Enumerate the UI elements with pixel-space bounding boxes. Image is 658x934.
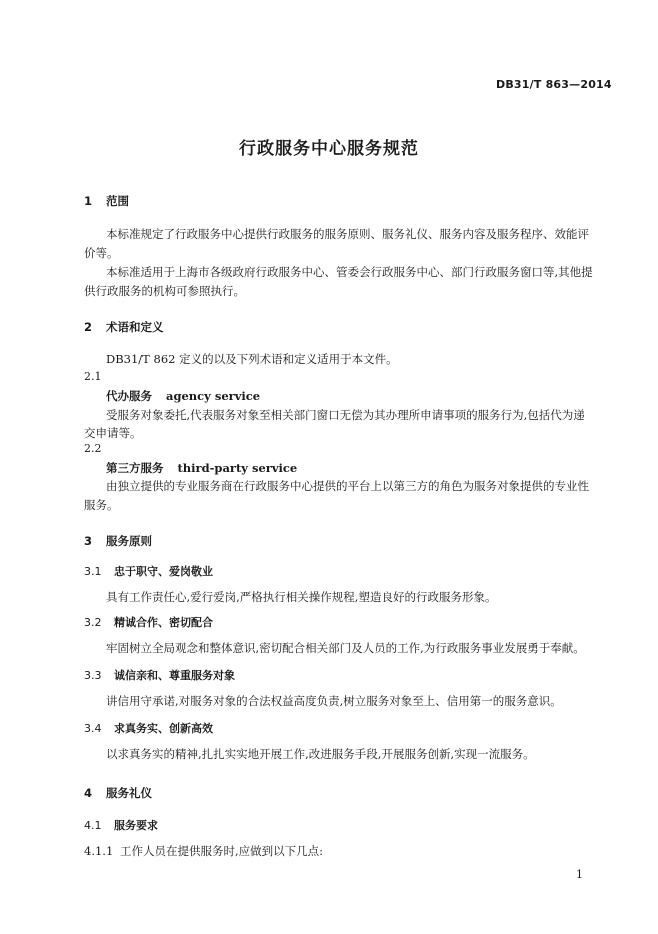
section-title: 服务原则 (106, 534, 152, 548)
paragraph-line: 本标准规定了行政服务中心提供行政服务的服务原则、服务礼仪、服务内容及服务程序、效能评 (106, 227, 589, 241)
subsection-title: 诚信亲和、尊重服务对象 (114, 669, 235, 682)
paragraph-line: DB31/T 862 定义的以及下列术语和定义适用于本文件。 (106, 352, 398, 366)
subsection-title: 精诚合作、密切配合 (114, 616, 213, 629)
term-zh: 第三方服务 (106, 461, 164, 475)
section-number: 4 (84, 786, 93, 800)
section-title: 术语和定义 (106, 320, 164, 334)
paragraph-line: 由独立提供的专业服务商在行政服务中心提供的平台上以第三方的角色为服务对象提供的专业性 (106, 479, 589, 493)
section-number: 2 (84, 320, 93, 334)
clause-number: 4.1.1 (84, 844, 114, 858)
section-1-heading (84, 193, 129, 209)
section-2-heading (84, 319, 164, 335)
paragraph-line: 具有工作责任心,爱行爱岗,严格执行相关操作规程,塑造良好的行政服务形象。 (106, 590, 497, 604)
section-number: 1 (84, 194, 93, 208)
paragraph-line: 本标准适用于上海市各级政府行政服务中心、管委会行政服务中心、部门行政服务窗口等,其他提 (106, 265, 593, 279)
subsection-3-3-heading (84, 667, 235, 683)
page-number: 1 (576, 868, 583, 881)
paragraph-line: 价等。 (84, 246, 119, 260)
paragraph-line: 牢固树立全局观念和整体意识,密切配合相关部门及人员的工作,为行政服务事业发展勇于奉献。 (106, 641, 585, 655)
subsection-title: 服务要求 (114, 819, 158, 832)
subsection-number: 4.1 (84, 819, 102, 832)
term-heading (106, 388, 260, 404)
standard-number: DB31/T 863—2014 (496, 78, 612, 91)
term-number: 2.1 (84, 370, 102, 383)
clause-text: 工作人员在提供服务时,应做到以下几点: (120, 844, 324, 858)
paragraph-line: 讲信用守承诺,对服务对象的合法权益高度负责,树立服务对象至上、信用第一的服务意识。 (106, 694, 562, 708)
document-title: 行政服务中心服务规范 (239, 139, 419, 159)
section-4-heading (84, 785, 152, 801)
subsection-title: 求真务实、创新高效 (114, 722, 213, 735)
subsection-number: 3.2 (84, 616, 102, 629)
term-en: agency service (166, 389, 261, 403)
term-zh: 代办服务 (106, 389, 152, 403)
subsection-title: 忠于职守、爱岗敬业 (114, 565, 213, 578)
section-title: 范围 (106, 194, 129, 208)
paragraph-line: 以求真务实的精神,扎扎实实地开展工作,改进服务手段,开展服务创新,实现一流服务。 (106, 747, 535, 761)
clause-4-1-1 (84, 842, 323, 861)
paragraph-line: 服务。 (84, 498, 119, 512)
term-en: third-party service (177, 461, 298, 475)
subsection-number: 3.4 (84, 722, 102, 735)
paragraph-line: 受服务对象委托,代表服务对象至相关部门窗口无偿为其办理所申请事项的服务行为,包括代为递 (106, 408, 585, 422)
paragraph-line: 交申请等。 (84, 426, 142, 440)
subsection-number: 3.3 (84, 669, 102, 682)
term-heading (106, 460, 297, 476)
section-3-heading (84, 533, 152, 549)
subsection-4-1-heading (84, 817, 158, 833)
section-title: 服务礼仪 (106, 786, 152, 800)
section-number: 3 (84, 534, 93, 548)
subsection-number: 3.1 (84, 565, 102, 578)
subsection-3-1-heading (84, 563, 213, 579)
subsection-3-4-heading (84, 720, 213, 736)
term-number: 2.2 (84, 442, 102, 455)
paragraph-line: 供行政服务的机构可参照执行。 (84, 284, 245, 298)
subsection-3-2-heading (84, 614, 213, 630)
